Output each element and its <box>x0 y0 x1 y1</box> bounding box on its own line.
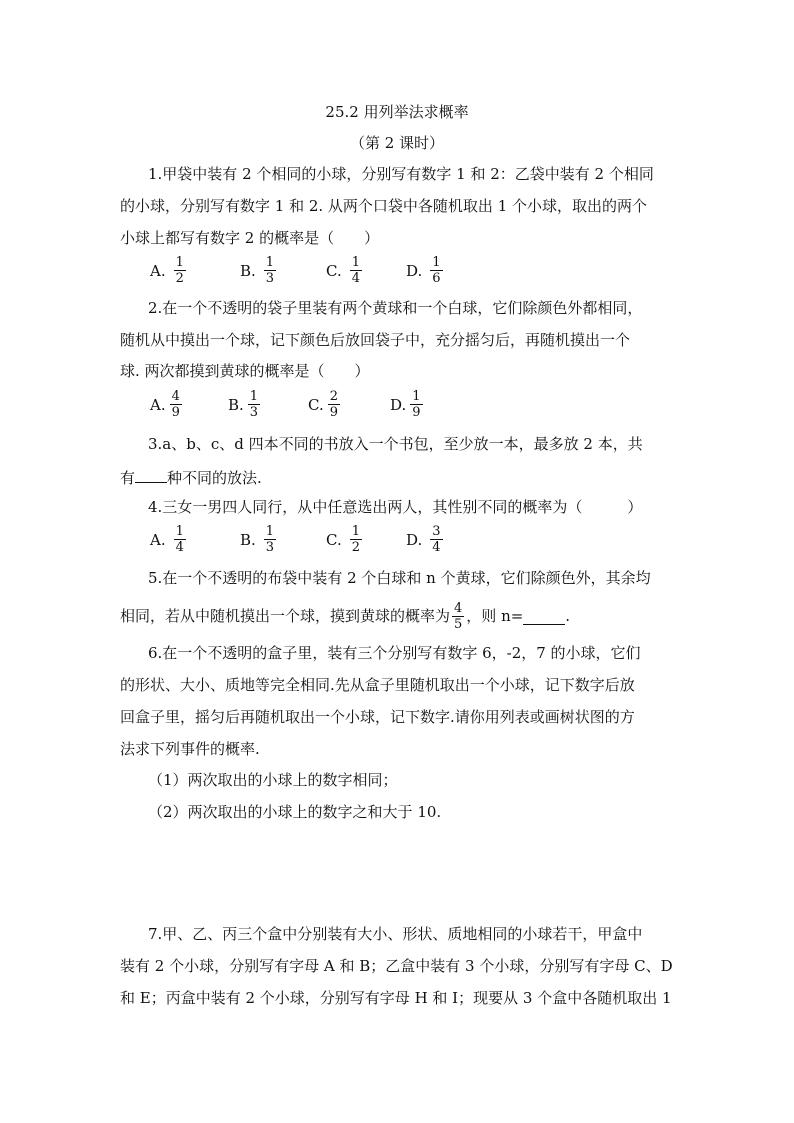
answer-blank[interactable] <box>523 608 565 625</box>
q4-line-1: 4.三女一男四人同行，从中任意选出两人，其性别不同的概率为（ ） <box>148 498 643 516</box>
q1-line-1: 1.甲袋中装有 2 个相同的小球，分别写有数字 1 和 2：乙袋中装有 2 个相同 <box>148 165 654 183</box>
q1-line-3: 小球上都写有数字 2 的概率是（ ） <box>120 229 380 247</box>
q1-option-d <box>406 255 445 286</box>
option-fraction: $\frac{1}{4}$ <box>351 255 360 286</box>
option-label: B. <box>240 261 256 280</box>
option-fraction: $\frac{1}{2}$ <box>351 524 360 555</box>
q5-line-2: 相同，若从中随机摸出一个球，摸到黄球的概率为 $\frac{4}{5}$ ，则 n= . <box>120 600 571 632</box>
q6-line-4: 法求下列事件的概率. <box>120 740 260 758</box>
q6-subquestion-2: （2）两次取出的小球上的数字之和大于 10. <box>148 803 442 821</box>
q4-option-a <box>150 524 188 555</box>
q2-line-2: 随机从中摸出一个球，记下颜色后放回袋子中，充分摇匀后，再随机摸出一个 <box>120 331 631 349</box>
probability-fraction: $\frac{4}{5}$ <box>454 600 463 632</box>
option-label: D. <box>390 395 407 414</box>
q2-option-a <box>150 389 184 420</box>
q6-subquestion-1: （1）两次取出的小球上的数字相同； <box>148 771 398 789</box>
option-label: D. <box>406 261 423 280</box>
q2-option-b <box>228 389 262 420</box>
option-fraction: $\frac{1}{2}$ <box>175 255 184 286</box>
page-subtitle: （第 2 课时） <box>349 134 445 152</box>
q2-option-c <box>308 389 342 420</box>
q1-option-a <box>150 255 188 286</box>
q3-line-1: 3.a、b、c、d 四本不同的书放入一个书包，至少放一本，最多放 2 本，共 <box>148 435 643 453</box>
q3-line-2: 有 种不同的放法. <box>120 466 262 488</box>
option-fraction: $\frac{1}{6}$ <box>432 255 441 286</box>
q1-option-c <box>326 255 364 286</box>
option-fraction: $\frac{1}{4}$ <box>175 524 184 555</box>
q4-option-d <box>406 524 445 555</box>
q2-line-3: 球. 两次都摸到黄球的概率是（ ） <box>120 362 370 380</box>
q7-line-2: 装有 2 个小球，分别写有字母 A 和 B；乙盒中装有 3 个小球，分别写有字母 C、D <box>120 957 673 975</box>
q6-line-2: 的形状、大小、质地等完全相同.先从盒子里随机取出一个小球，记下数字后放 <box>120 676 635 694</box>
option-label: A. <box>150 530 166 549</box>
option-fraction: $\frac{3}{4}$ <box>432 524 441 555</box>
option-fraction: $\frac{1}{3}$ <box>265 524 275 555</box>
option-fraction: $\frac{2}{9}$ <box>329 389 338 420</box>
page-title: 25.2 用列举法求概率 <box>325 103 469 121</box>
option-fraction: $\frac{1}{3}$ <box>265 255 275 286</box>
q7-line-3: 和 E；丙盒中装有 2 个小球，分别写有字母 H 和 I；现要从 3 个盒中各随机取出 1 <box>120 989 672 1007</box>
option-fraction: $\frac{1}{3}$ <box>249 389 259 420</box>
q6-line-1: 6.在一个不透明的盒子里，装有三个分别写有数字 6，-2，7 的小球，它们 <box>148 644 641 662</box>
q1-option-b <box>240 255 278 286</box>
q7-line-1: 7.甲、乙、丙三个盒中分别装有大小、形状、质地相同的小球若干，甲盒中 <box>148 925 643 943</box>
q1-line-2: 的小球，分别写有数字 1 和 2. 从两个口袋中各随机取出 1 个小球，取出的两个 <box>120 197 648 215</box>
option-fraction: $\frac{1}{9}$ <box>412 389 421 420</box>
option-fraction: $\frac{4}{9}$ <box>171 389 180 420</box>
q4-option-c <box>326 524 364 555</box>
option-label: D. <box>406 530 423 549</box>
q5-line-1: 5.在一个不透明的布袋中装有 2 个白球和 n 个黄球，它们除颜色外，其余均 <box>148 569 651 587</box>
option-label: B. <box>240 530 256 549</box>
option-label: A. <box>150 261 166 280</box>
option-label: B. <box>228 395 244 414</box>
q6-line-3: 回盒子里，摇匀后再随机取出一个小球，记下数字.请你用列表或画树状图的方 <box>120 708 635 726</box>
option-label: C. <box>308 395 324 414</box>
option-label: A. <box>150 395 166 414</box>
option-label: C. <box>326 261 342 280</box>
q2-line-1: 2.在一个不透明的袋子里装有两个黄球和一个白球，它们除颜色外都相同， <box>148 299 643 317</box>
q4-option-b <box>240 524 278 555</box>
q2-option-d <box>390 389 425 420</box>
option-label: C. <box>326 530 342 549</box>
answer-blank[interactable] <box>135 466 167 483</box>
